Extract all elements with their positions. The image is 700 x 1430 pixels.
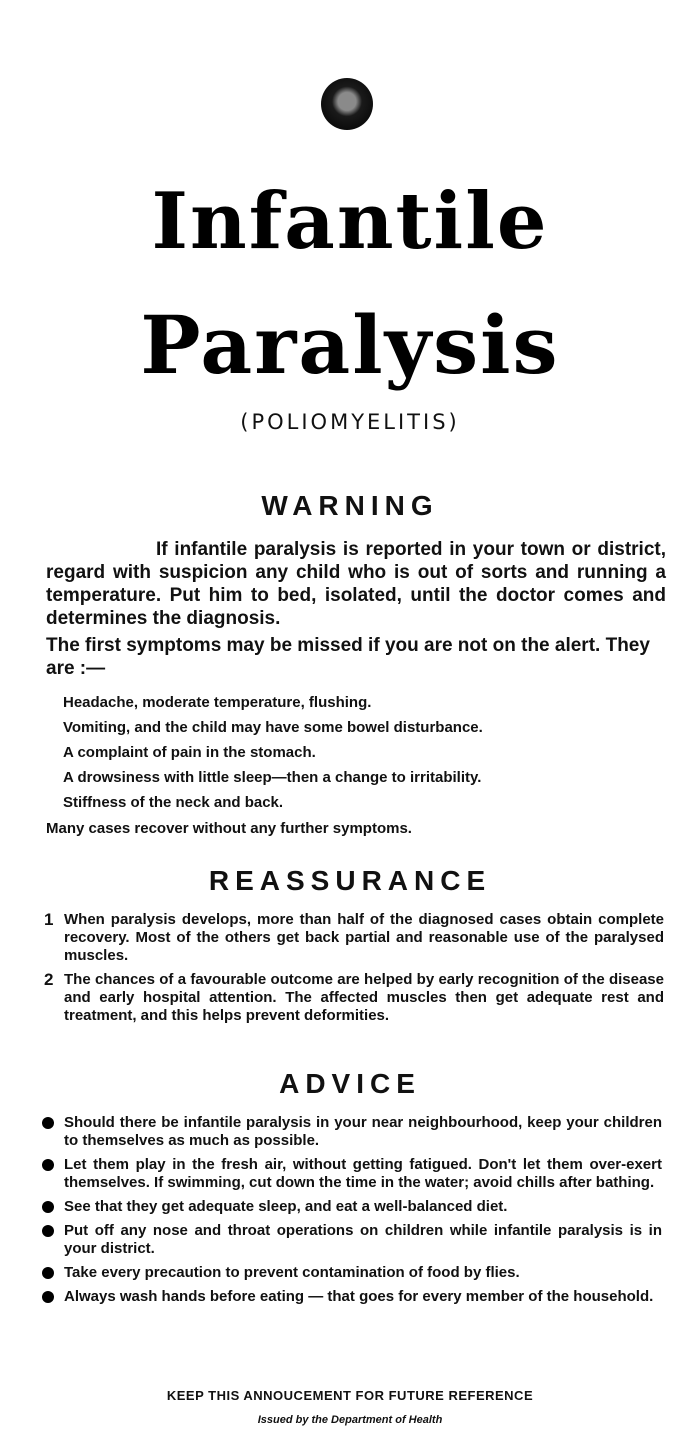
symptom-item: Headache, moderate temperature, flushing. xyxy=(63,694,372,711)
bullet-icon xyxy=(42,1117,54,1129)
recovery-note: Many cases recover without any further symptoms. xyxy=(46,820,412,837)
bullet-icon xyxy=(42,1267,54,1279)
advice-list xyxy=(40,1114,662,1312)
advice-heading: ADVICE xyxy=(279,1068,421,1099)
keep-notice: KEEP THIS ANNOUCEMENT FOR FUTURE REFERENCE xyxy=(166,1388,534,1403)
advice-item xyxy=(40,1288,662,1306)
symptom-item: A complaint of pain in the stomach. xyxy=(63,744,316,761)
subtitle: (POLIOMYELITIS) xyxy=(240,410,460,434)
item-number: 1 xyxy=(44,910,54,929)
reassurance-item xyxy=(44,911,664,965)
item-text: The chances of a favourable outcome are helped by early recognition of the disease and early hospital attention. The affected muscles then get adequate rest and treatment, and this helps prevent deformities. xyxy=(64,971,664,1024)
warning-heading: WARNING xyxy=(261,490,439,521)
advice-item xyxy=(40,1222,662,1258)
symptom-item: Stiffness of the neck and back. xyxy=(63,794,284,811)
item-text: When paralysis develops, more than half of the diagnosed cases obtain complete recovery. Most of the others get back partial and reasonable use of the paralysed muscles. xyxy=(64,911,664,964)
advice-text: Take every precaution to prevent contamination of food by flies. xyxy=(64,1264,520,1281)
advice-item xyxy=(40,1198,662,1216)
advice-text: Always wash hands before eating — that goes for every member of the household. xyxy=(64,1288,654,1305)
advice-text: See that they get adequate sleep, and eat a well-balanced diet. xyxy=(64,1198,508,1215)
advice-text: Should there be infantile paralysis in your near neighbourhood, keep your children to themselves as much as possible. xyxy=(64,1114,662,1149)
symptom-list xyxy=(63,690,663,815)
advice-item xyxy=(40,1156,662,1192)
warning-intro: If infantile paralysis is reported in your town or district, regard with suspicion any child who is out of sorts and running a temperature. Put him to bed, isolated, until the doctor comes and determines the diagnosis. xyxy=(46,539,666,629)
advice-item xyxy=(40,1114,662,1150)
bullet-icon xyxy=(42,1159,54,1171)
symptom-item: A drowsiness with little sleep—then a change to irritability. xyxy=(63,769,482,786)
item-number: 2 xyxy=(44,970,54,989)
circle-emblem-icon xyxy=(321,78,373,130)
advice-item xyxy=(40,1264,662,1282)
issuer-credit: Issued by the Department of Health xyxy=(257,1414,443,1426)
bullet-icon xyxy=(42,1201,54,1213)
symptoms-intro: The first symptoms may be missed if you are not on the alert. They are :— xyxy=(46,635,650,679)
bullet-icon xyxy=(42,1291,54,1303)
bullet-icon xyxy=(42,1225,54,1237)
title-line-1: Infantile xyxy=(151,176,549,267)
advice-text: Let them play in the fresh air, without getting fatigued. Don't let them over-exert themselves. If swimming, cut down the time in the water; avoid chills after bathing. xyxy=(64,1156,662,1191)
advice-text: Put off any nose and throat operations on children while infantile paralysis is in your district. xyxy=(64,1222,662,1257)
reassurance-item xyxy=(44,971,664,1025)
reassurance-list xyxy=(44,911,664,1031)
symptom-item: Vomiting, and the child may have some bowel disturbance. xyxy=(63,719,483,736)
title-line-2: Paralysis xyxy=(140,298,560,392)
reassurance-heading: REASSURANCE xyxy=(208,865,492,896)
